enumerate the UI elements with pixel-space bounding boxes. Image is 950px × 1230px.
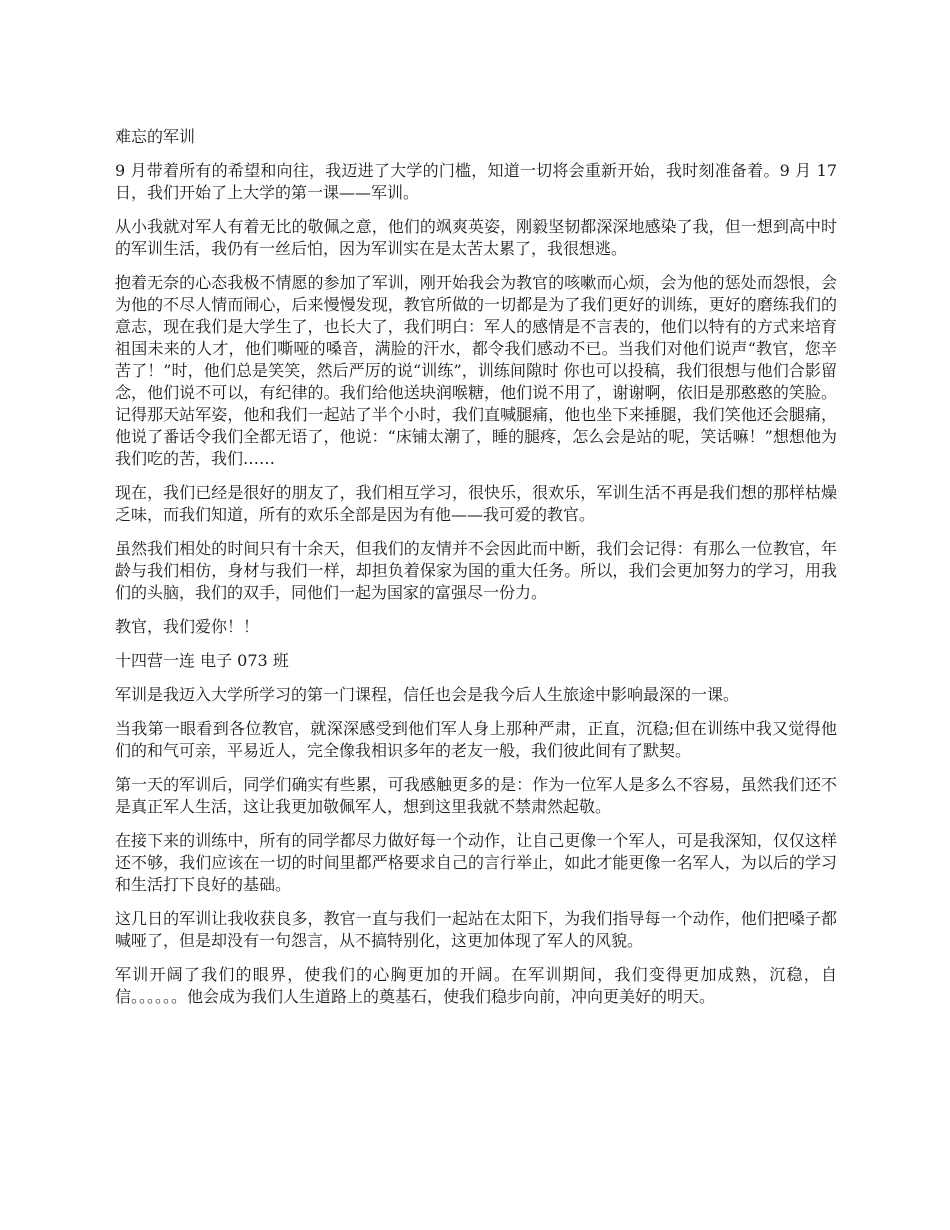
- document-title: 难忘的军训: [115, 127, 196, 146]
- paragraph: 第一天的军训后，同学们确实有些累，可我感触更多的是：作为一位军人是多么不容易，虽然我们还不是真正军人生活，这让我更加敬佩军人，想到这里我就不禁肃然起敬。: [115, 775, 837, 816]
- signature-line: 十四营一连 电子 073 班: [115, 651, 289, 670]
- paragraph: 教官，我们爱你！！: [115, 617, 260, 636]
- paragraph: 军训开阔了我们的眼界，使我们的心胸更加的开阔。在军训期间，我们变得更加成熟，沉稳，自信。。。。。。他会成为我们人生道路上的奠基石，使我们稳步向前，冲向更美好的明天。: [115, 965, 837, 1006]
- paragraph: 抱着无奈的心态我极不情愿的参加了军训，刚开始我会为教官的咳嗽而心烦，会为他的惩处而怨恨，会为他的不尽人情而闹心，后来慢慢发现，教官所做的一切都是为了我们更好的训练，更好的磨练我们的意志，现在我们是大学生了，也长大了，我们明白：军人的感情是不言表的，他们以特有的方式来培育祖国未来的人才，他们嘶哑的嗓音，满脸的汗水，都令我们感动不已。当我们对他们说声“教官，您辛苦了！”时，他们总是笑笑，然后严厉的说“训练”，训练间隙时 你也可以投稿，我们很想与他们合影留念，他们说不可以，有纪律的。我们给他送块润喉糖，他们说不用了，谢谢啊，依旧是那憨憨的笑脸。记得那天站军姿，他和我们一起站了半个小时，我们直喊腿痛，他也坐下来捶腿，我们笑他还会腿痛，他说了番话令我们全都无语了，他说：“床铺太潮了，睡的腿疼，怎么会是站的呢，笑话嘛！”想想他为我们吃的苦，我们……: [115, 273, 837, 468]
- paragraph: 当我第一眼看到各位教官，就深深感受到他们军人身上那种严肃，正直，沉稳;但在训练中我又觉得他们的和气可亲，平易近人，完全像我相识多年的老友一般，我们彼此间有了默契。: [115, 719, 837, 760]
- paragraph: 军训是我迈入大学所学习的第一门课程，信任也会是我今后人生旅途中影响最深的一课。: [115, 685, 740, 704]
- document-page: [115, 126, 837, 1020]
- paragraph: 虽然我们相处的时间只有十余天，但我们的友情并不会因此而中断，我们会记得：有那么一位教官，年龄与我们相仿，身材与我们一样，却担负着保家为国的重大任务。所以，我们会更加努力的学习，用我们的头脑，我们的双手，同他们一起为国家的富强尽一份力。: [115, 539, 837, 602]
- paragraph: 在接下来的训练中，所有的同学都尽力做好每一个动作，让自己更像一个军人，可是我深知，仅仅这样还不够，我们应该在一切的时间里都严格要求自己的言行举止，如此才能更像一名军人，为以后的学习和生活打下良好的基础。: [115, 831, 837, 894]
- paragraph: 现在，我们已经是很好的朋友了，我们相互学习，很快乐，很欢乐，军训生活不再是我们想的那样枯燥乏味，而我们知道，所有的欢乐全部是因为有他——我可爱的教官。: [115, 483, 837, 524]
- paragraph: 从小我就对军人有着无比的敬佩之意，他们的飒爽英姿，刚毅坚韧都深深地感染了我，但一想到高中时的军训生活，我仍有一丝后怕，因为军训实在是太苦太累了，我很想逃。: [115, 217, 837, 258]
- paragraph: 这几日的军训让我收获良多，教官一直与我们一起站在太阳下，为我们指导每一个动作，他们把嗓子都喊哑了，但是却没有一句怨言，从不搞特别化，这更加体现了军人的风貌。: [115, 909, 837, 950]
- paragraph: 9 月带着所有的希望和向往，我迈进了大学的门槛，知道一切将会重新开始，我时刻准备着。9 月 17 日，我们开始了上大学的第一课——军训。: [115, 161, 837, 202]
